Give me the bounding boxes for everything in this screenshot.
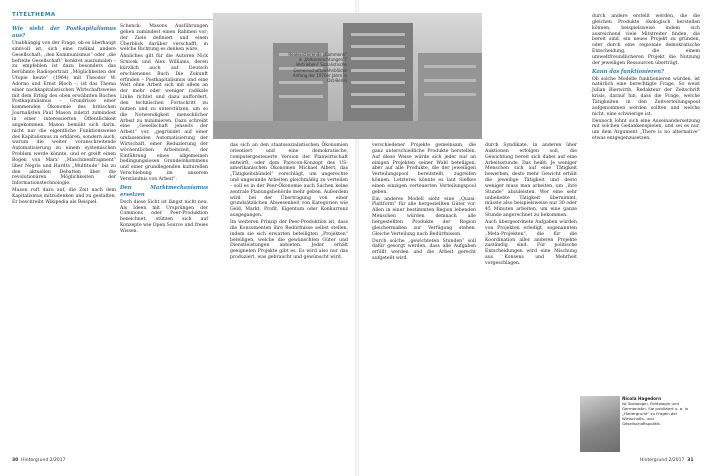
text-column-2 bbox=[120, 24, 208, 234]
paragraph: durch Syndikate, in anderen über Auktionen erfolgen soll, die Gewichtung bereit sich dabei auf eine Arbeitsstunde. Das heißt: Je weniger Menschen sich auf eine Tätigkeit bewerben, desto mehr Gewicht erhält die jeweilige Tätigkeit und desto weniger muss man arbeiten, um „ihre Stunde“ abzuleisten. Wer eine sehr unbeliebte Tätigkeit übernimmt, müsste also beispielsweise nur 30 oder 45 Minuten arbeiten, um eine ganze Stunde angerechnet zu bekommen. bbox=[485, 143, 577, 219]
author-bio-text: ist Soziologin, Politologin und Germanistin. Sie publiziert u. a. in „Hintergrund“ zu Fragen der Wirtschafts- und Gesellschaftspolitik. bbox=[622, 401, 689, 426]
paragraph: Auch übergeordnete Aufgaben würden von Projekten erledigt, sogenannten „Meta-Projekten“, die für die Koordination aller anderen Projekte zuständig sind. Für politische Entscheidungen wird eine Mischung aus Konsens und Mehrheit vorgeschlagen. bbox=[485, 219, 577, 266]
text-column-1 bbox=[12, 24, 116, 454]
paragraph: Mason ruft dazu auf, die Zeit nach dem Kapitalismus mitzudenken und zu gestalten. Er beschreibt Wikipedia als Beispiel. bbox=[12, 188, 116, 205]
paragraph: Doch diese Sicht ist längst nicht neu. Als Ideen mit Ursprüngen der Commons oder Peer-Produktion bezeichnet, stützen sich auf Konzepte wie Open Source und freies Wissen. bbox=[120, 199, 208, 234]
paragraph: Ein anderes Modell sieht eine „Quasi-Plattform“ für alle hergestellten Güter vor. Allen in einer bestimmten Region lebenden Menschen würden demnach alle hergestellten Produkte der Region gleichermaßen zur Verfügung stehen. Gleiche Verteilung nach Bedürfnissen. bbox=[372, 196, 476, 237]
section-subheading: Wie sieht der Postkapitalismus aus? bbox=[12, 26, 116, 39]
section-subheading: Den Marktmechanismus ersetzen bbox=[120, 184, 208, 198]
paragraph: Dennoch lohnt sich eine Auseinandersetzung mit solchen Gedankenspielen, und sei es nur, um dem Argument „There is no alternative“ etwas entgegenzusetzen. bbox=[592, 118, 700, 142]
text-column-5 bbox=[485, 143, 577, 454]
paragraph: verschiedener Projekte gemeinsam, die ganz unterschiedliche Produkte herstellen. Auf diese Weise würde sich jeder nur an einigen Projekten seiner Wahl beteiligen, aber auf alle Produkte, die der jeweiligen Verteilungspool bereitstellt, zugreifen können. Letzteres könnte es laut Siefkes einen einzigen verteuerten Verteilungspool geben. bbox=[372, 143, 476, 195]
paragraph: Ob solche Modelle funktionieren würden, ist natürlich eine berechtigte Frage. So weist Julian Bierwirth, Redakteur der Zeitschrift krisis, darauf hin, dass die Frage, welche Tätigkeiten in den Zeitverteilungspool aufgenommen werden sollten und welche nicht, eine schwierige ist. bbox=[592, 76, 700, 117]
section-subheading: Kann das funktionieren? bbox=[592, 68, 665, 75]
paragraph: Schenck: Masons Ausführungen gehen zumindest einen Rahmen vor; der Ziele definiert und einen Überblick darüber verschafft, in welche Richtung es denken wäre. bbox=[120, 24, 208, 53]
text-column-2b bbox=[120, 192, 224, 454]
author-bio bbox=[622, 396, 694, 426]
author-portrait bbox=[580, 396, 620, 452]
paragraph: das sich an den staatssozialistischen Ökonomien orientiert und eine demokratische, computergesteuerte Version der Planwirtschaft entwirft, oder dem Parecon-Konzept des US-amerikanischen Ökonomen Michael Albert, das „Tätigkeitsbündel“ vorschlägt, um ungerechte und ungesunde Arbeiten gleichmäßig zu verteilen – soll es in der Peer-Ökonomie auch Sachen keine zentrale Planungsbehörde mehr geben. Außerdem wird bei der Übertragung von einer grundsätzlichen Abwesenheit von Kategorien wie Geld, Markt, Profit, Eigentum oder Konkurrenz ausgegangen. bbox=[230, 143, 348, 219]
page-number-right: Hintergrund 2/2017 31 bbox=[640, 458, 694, 463]
section-kicker: TITELTHEMA bbox=[12, 12, 56, 18]
text-column-4 bbox=[372, 143, 476, 454]
paragraph: Durch solche „gewichteten Stunden“ soll dafür gesorgt werden, dass alle Aufgaben erfüllt werden und die Arbeit gerecht aufgeteilt wird. bbox=[372, 238, 476, 262]
page-number-left: 30 Hintergrund 2/2017 bbox=[12, 458, 66, 463]
paragraph: durch andere erstellt werden, die die gleichen Produkte ökologisch herstellen können, beispielsweise indem sich ausreichend viele Mitstreiter finden, die bereit sind, ein neues Projekt zu gründen, oder durch eine regionale demokratische Entscheidung, die einem umweltfreundlicheren Projekt die Nutzung der jeweiligen Ressourcen überträgt. bbox=[592, 14, 700, 66]
article-photo bbox=[213, 13, 482, 139]
paragraph: Ähnliches gilt für die Autoren Nick Srnicek und Alex Williams, deren kürzlich auch auf Deutsch erschienenes Buch Die Zukunft erfinden – Postkapitalismus und eine Welt ohne Arbeit sich mit allem an der mehr oder weniger radikale Linke richtet und dazu auffordert, den technischen Fortschritt zu nutzen und zu unterstützen, um so die Notwendigkeit menschlicher Arbeit zu minimieren. Dazu schreibt eine „Gesellschaft jenseits der Arbeit“ vor, „gegründet auf einer umfassenden Automatisierung der Wirtschaft, einer Reduzierung der wöchentlichen Arbeitszeit, der Einführung eines allgemeinen bedingungslosen Grundeinkommens und einer grundlegenden kulturellen Verschiebung im unserem Verständnis von Arbeit“. bbox=[120, 54, 208, 182]
text-column-6 bbox=[592, 14, 700, 390]
paragraph: Unabhängig von der Frage, ob es überhaupt sinnvoll ist, sich eine radikal andere Gesellschaft, „den Kommunismus“ oder „die befreite Gesellschaft“ konkret auszumalen – zu empfehlen ist dazu besonders das berühmte Radioportrait „Möglichkeiten der Utopie heute“ (1964) mit Theodor W. Adorno und Ernst Bloch –, ist das Thema einer nachkapitalistischen Wirtschaftsweise mit dem Erfolg des oben erwähnten Buches Postkapitalismus – Grundrisse einer kommenden Ökonomie des britischen Journalisten Paul Mason zuletzt zumindest in einer interessierten Öffentlichkeit angekommen. Mason bemüht sich darin, nicht nur die eigentliche Funktionsweise des Kapitalismus zu erklären, sondern auch, warum die weiter voranschreitende Automatisierung zu einem systemischen Problem werde könnte, und er greift einen Bogen von Marx’ „Maschinenfragment“ über Negris und Hardts „Multitude“ bis zu den aktuellen Debatten über die revolutionären Möglichkeiten der Informationstechnologie. bbox=[12, 41, 116, 187]
author-name: Nicola Hagedorn bbox=[622, 396, 662, 401]
text-column-3 bbox=[230, 143, 348, 454]
paragraph: Im weiteren Prinzip der Peer-Produktion ist, dass die Konsumenten ihre Bedürfnisse selbst stellen, indem sie sich erwarten beteiligten „Projekten“ beteiligen, welche die gewünschten Güter und Dienstleistungen anbieten. Jeder erhält geeigneten Projekte gibt es. Es wird also nur das produziert, was gebraucht und gewünscht wird. bbox=[230, 219, 348, 261]
photo-caption: Realexistierende „Commons“ in „Volkseinrichtungen“? Vertrieben? Sozialistische Gemeinschaftswohnblöcke Anfang der 1970er Jahre in Ost-Berlin bbox=[288, 52, 347, 84]
